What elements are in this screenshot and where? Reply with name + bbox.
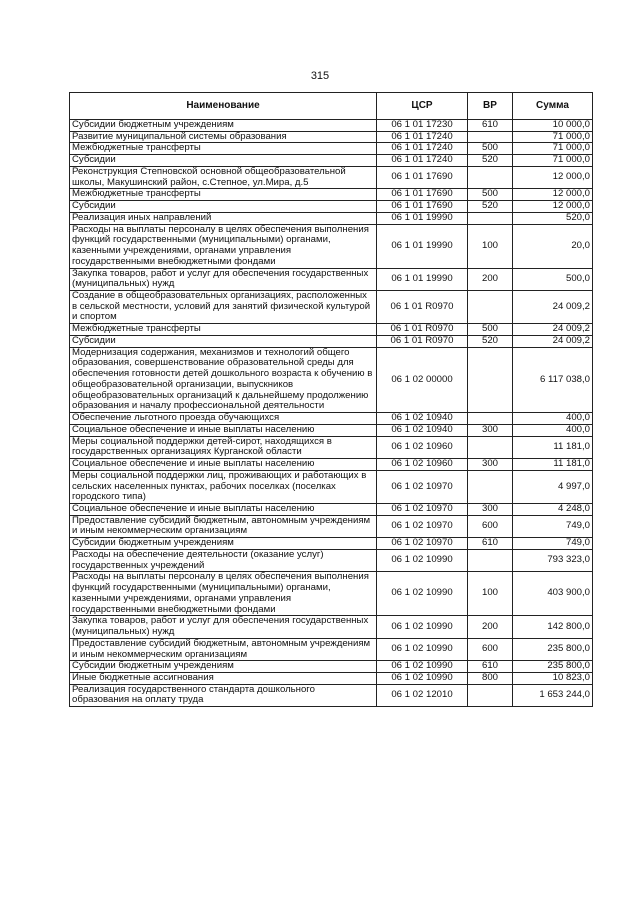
cell-vr: 520: [468, 155, 513, 167]
cell-csr: 06 1 01 19990: [377, 212, 468, 224]
cell-csr: 06 1 01 R0970: [377, 291, 468, 324]
table-row: [70, 538, 593, 550]
cell-vr: [468, 413, 513, 425]
table-row: [70, 413, 593, 425]
cell-csr: 06 1 02 10940: [377, 424, 468, 436]
cell-csr: 06 1 01 17690: [377, 201, 468, 213]
cell-csr: 06 1 02 10970: [377, 503, 468, 515]
cell-name: Закупка товаров, работ и услуг для обеспечения государственных (муниципальных) нужд: [70, 268, 377, 290]
cell-sum: 4 997,0: [513, 470, 593, 503]
cell-sum: 520,0: [513, 212, 593, 224]
header-csr: ЦСР: [377, 93, 468, 120]
cell-csr: 06 1 01 17230: [377, 120, 468, 132]
table-row: [70, 268, 593, 290]
cell-vr: 200: [468, 616, 513, 638]
table-row: [70, 201, 593, 213]
cell-name: Социальное обеспечение и иные выплаты населению: [70, 424, 377, 436]
table-row: [70, 166, 593, 188]
table-row: [70, 347, 593, 412]
page-number: 315: [310, 70, 330, 82]
cell-sum: 12 000,0: [513, 189, 593, 201]
cell-csr: 06 1 01 17690: [377, 189, 468, 201]
cell-sum: 400,0: [513, 424, 593, 436]
cell-name: Реализация государственного стандарта дошкольного образования на оплату труда: [70, 684, 377, 706]
cell-vr: 520: [468, 335, 513, 347]
cell-vr: [468, 470, 513, 503]
cell-sum: 24 009,2: [513, 324, 593, 336]
cell-sum: 500,0: [513, 268, 593, 290]
cell-name: Расходы на выплаты персоналу в целях обеспечения выполнения функций государственными (муниципальными) органами, казенными учреждениями, органами управления государственными внебюджетными фондами: [70, 572, 377, 616]
cell-sum: 71 000,0: [513, 143, 593, 155]
cell-csr: 06 1 02 10970: [377, 538, 468, 550]
cell-name: Обеспечение льготного проезда обучающихся: [70, 413, 377, 425]
cell-name: Модернизация содержания, механизмов и технологий общего образования, совершенствование образовательной среды для обеспечения готовности детей дошкольного возраста к обучению в общеобразовательной организации, выпускников общеобразовательных организаций к дальнейшему продолжению образования и началу профессиональной деятельности: [70, 347, 377, 412]
header-sum: Сумма: [513, 93, 593, 120]
cell-sum: 10 000,0: [513, 120, 593, 132]
table-row: [70, 672, 593, 684]
cell-vr: 610: [468, 120, 513, 132]
cell-csr: 06 1 02 10960: [377, 459, 468, 471]
table-row: [70, 436, 593, 458]
cell-name: Субсидии: [70, 335, 377, 347]
cell-vr: 100: [468, 572, 513, 616]
cell-csr: 06 1 01 19990: [377, 268, 468, 290]
cell-name: Межбюджетные трансферты: [70, 324, 377, 336]
cell-sum: 11 181,0: [513, 459, 593, 471]
cell-vr: 300: [468, 424, 513, 436]
cell-vr: 800: [468, 672, 513, 684]
table-row: [70, 324, 593, 336]
cell-sum: 12 000,0: [513, 201, 593, 213]
table-row: [70, 212, 593, 224]
table-row: [70, 143, 593, 155]
cell-csr: 06 1 02 10970: [377, 470, 468, 503]
cell-sum: 235 800,0: [513, 638, 593, 660]
cell-vr: 610: [468, 661, 513, 673]
cell-csr: 06 1 02 10990: [377, 549, 468, 571]
cell-name: Расходы на обеспечение деятельности (оказание услуг) государственных учреждений: [70, 549, 377, 571]
table-row: [70, 616, 593, 638]
cell-name: Субсидии: [70, 155, 377, 167]
cell-name: Предоставление субсидий бюджетным, автономным учреждениям и иным некоммерческим организациям: [70, 638, 377, 660]
cell-csr: 06 1 02 12010: [377, 684, 468, 706]
cell-name: Меры социальной поддержки лиц, проживающих и работающих в сельских населенных пунктах, рабочих поселках (поселках городского типа): [70, 470, 377, 503]
table-row: [70, 291, 593, 324]
cell-vr: 600: [468, 515, 513, 537]
cell-vr: 300: [468, 503, 513, 515]
cell-csr: 06 1 02 10990: [377, 672, 468, 684]
cell-csr: 06 1 01 R0970: [377, 335, 468, 347]
cell-name: Создание в общеобразовательных организациях, расположенных в сельской местности, условий для занятий физической культурой и спортом: [70, 291, 377, 324]
cell-name: Социальное обеспечение и иные выплаты населению: [70, 459, 377, 471]
cell-vr: 500: [468, 189, 513, 201]
cell-vr: [468, 291, 513, 324]
table-row: [70, 459, 593, 471]
cell-vr: 520: [468, 201, 513, 213]
table-row: [70, 515, 593, 537]
cell-sum: 20,0: [513, 224, 593, 268]
cell-sum: 6 117 038,0: [513, 347, 593, 412]
cell-csr: 06 1 01 R0970: [377, 324, 468, 336]
cell-name: Межбюджетные трансферты: [70, 189, 377, 201]
table-row: [70, 572, 593, 616]
cell-vr: [468, 212, 513, 224]
cell-csr: 06 1 01 17240: [377, 143, 468, 155]
cell-name: Межбюджетные трансферты: [70, 143, 377, 155]
cell-csr: 06 1 01 17240: [377, 155, 468, 167]
cell-name: Субсидии бюджетным учреждениям: [70, 120, 377, 132]
cell-sum: 11 181,0: [513, 436, 593, 458]
cell-sum: 71 000,0: [513, 155, 593, 167]
cell-name: Предоставление субсидий бюджетным, автономным учреждениям и иным некоммерческим организациям: [70, 515, 377, 537]
cell-name: Иные бюджетные ассигнования: [70, 672, 377, 684]
cell-vr: [468, 549, 513, 571]
cell-vr: [468, 684, 513, 706]
cell-sum: 12 000,0: [513, 166, 593, 188]
cell-vr: 500: [468, 143, 513, 155]
cell-csr: 06 1 02 10990: [377, 616, 468, 638]
cell-csr: 06 1 01 17240: [377, 131, 468, 143]
table-row: [70, 503, 593, 515]
cell-csr: 06 1 02 00000: [377, 347, 468, 412]
table-row: [70, 189, 593, 201]
cell-vr: [468, 166, 513, 188]
cell-vr: 600: [468, 638, 513, 660]
table-row: [70, 335, 593, 347]
table-row: [70, 638, 593, 660]
cell-csr: 06 1 01 17690: [377, 166, 468, 188]
cell-sum: 235 800,0: [513, 661, 593, 673]
cell-name: Субсидии: [70, 201, 377, 213]
cell-csr: 06 1 02 10990: [377, 572, 468, 616]
cell-csr: 06 1 02 10940: [377, 413, 468, 425]
table-row: [70, 470, 593, 503]
cell-name: Меры социальной поддержки детей-сирот, находящихся в государственных организациях Курганской области: [70, 436, 377, 458]
cell-sum: 71 000,0: [513, 131, 593, 143]
table-row: [70, 424, 593, 436]
cell-name: Субсидии бюджетным учреждениям: [70, 661, 377, 673]
cell-vr: 100: [468, 224, 513, 268]
cell-csr: 06 1 02 10990: [377, 638, 468, 660]
cell-vr: 610: [468, 538, 513, 550]
cell-csr: 06 1 02 10960: [377, 436, 468, 458]
table-row: [70, 131, 593, 143]
cell-sum: 142 800,0: [513, 616, 593, 638]
table-body: [70, 120, 593, 707]
cell-sum: 749,0: [513, 538, 593, 550]
table-row: [70, 549, 593, 571]
cell-sum: 793 323,0: [513, 549, 593, 571]
cell-name: Реконструкция Степновской основной общеобразовательной школы, Макушинский район, с.Степное, ул.Мира, д.5: [70, 166, 377, 188]
cell-sum: 4 248,0: [513, 503, 593, 515]
header-name: Наименование: [70, 93, 377, 120]
cell-vr: 300: [468, 459, 513, 471]
cell-sum: 10 823,0: [513, 672, 593, 684]
cell-vr: 200: [468, 268, 513, 290]
budget-table: [69, 92, 593, 707]
cell-name: Реализация иных направлений: [70, 212, 377, 224]
cell-name: Развитие муниципальной системы образования: [70, 131, 377, 143]
table-row: [70, 684, 593, 706]
table-row: [70, 224, 593, 268]
cell-sum: 749,0: [513, 515, 593, 537]
cell-sum: 400,0: [513, 413, 593, 425]
header-vr: ВР: [468, 93, 513, 120]
cell-name: Социальное обеспечение и иные выплаты населению: [70, 503, 377, 515]
cell-sum: 1 653 244,0: [513, 684, 593, 706]
cell-sum: 24 009,2: [513, 335, 593, 347]
cell-name: Закупка товаров, работ и услуг для обеспечения государственных (муниципальных) нужд: [70, 616, 377, 638]
cell-csr: 06 1 02 10990: [377, 661, 468, 673]
cell-vr: 500: [468, 324, 513, 336]
table-header-row: [70, 93, 593, 120]
cell-name: Расходы на выплаты персоналу в целях обеспечения выполнения функций государственными (муниципальными) органами, казенными учреждениями, органами управления государственными внебюджетными фондами: [70, 224, 377, 268]
cell-csr: 06 1 01 19990: [377, 224, 468, 268]
table-row: [70, 661, 593, 673]
cell-vr: [468, 131, 513, 143]
cell-sum: 24 009,2: [513, 291, 593, 324]
table-row: [70, 155, 593, 167]
cell-name: Субсидии бюджетным учреждениям: [70, 538, 377, 550]
cell-vr: [468, 436, 513, 458]
cell-vr: [468, 347, 513, 412]
cell-csr: 06 1 02 10970: [377, 515, 468, 537]
table-row: [70, 120, 593, 132]
cell-sum: 403 900,0: [513, 572, 593, 616]
